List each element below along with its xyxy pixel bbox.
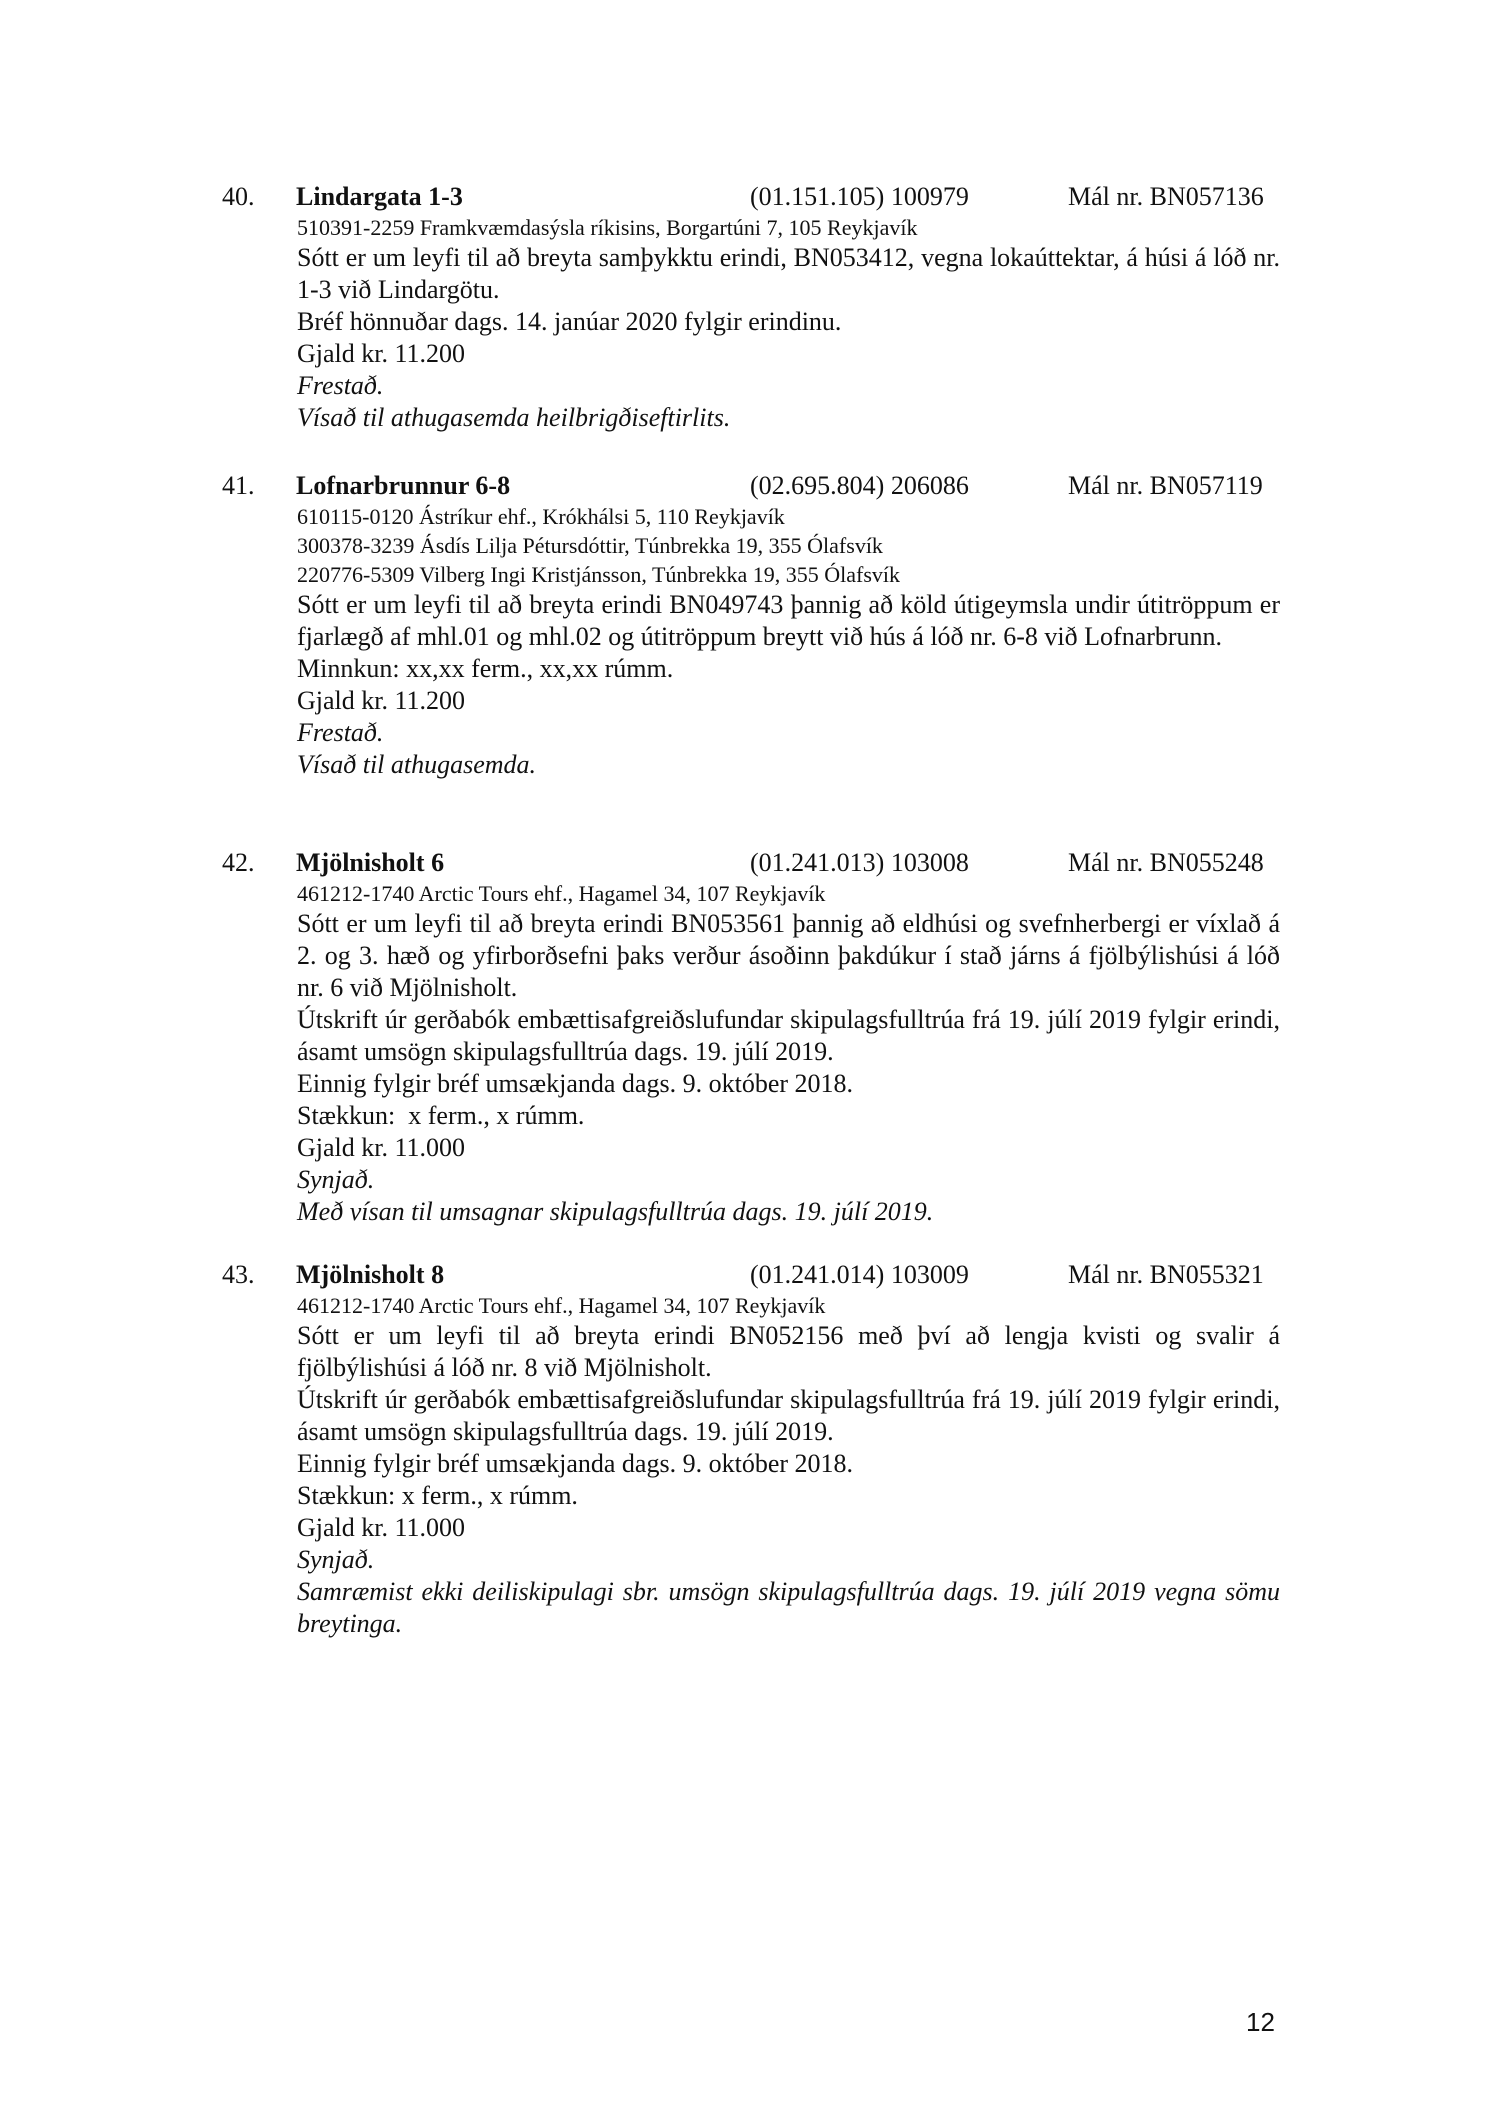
case-title: Lofnarbrunnur 6-8 [296,471,511,500]
case-description: Sótt er um leyfi til að breyta erindi BN053561 þannig að eldhúsi og svefnherbergi er víxlað á 2. og 3. hæð og yfirborðsefni þaks verður ásoðinn þakdúkur í stað járns á fjölbýlishúsi á lóð nr. 6 við Mjölnisholt. [297,909,1280,1002]
case-41 [222,469,1280,781]
case-attachment-note: Útskrift úr gerðabók embættisafgreiðslufundar skipulagsfulltrúa frá 19. júlí 2019 fylgir erindi, ásamt umsögn skipulagsfulltrúa dags. 19. júlí 2019. [297,1385,1280,1446]
case-description: Sótt er um leyfi til að breyta samþykktu erindi, BN053412, vegna lokaúttektar, á húsi á lóð nr. 1-3 við Lindargötu. [297,243,1280,304]
case-decision-note: Samræmist ekki deiliskipulagi sbr. umsögn skipulagsfulltrúa dags. 19. júlí 2019 vegna sömu breytinga. [297,1577,1280,1638]
applicant-line: 300378-3239 Ásdís Lilja Pétursdóttir, Túnbrekka 19, 355 Ólafsvík [297,533,883,558]
case-decision: Synjað. [297,1545,375,1574]
case-decision: Frestað. [297,371,384,400]
case-fee: Gjald kr. 11.200 [297,686,466,715]
case-body [297,1291,1280,1640]
case-header [222,846,1280,879]
page-number: 12 [1246,2007,1275,2037]
applicant-line: 220776-5309 Vilberg Ingi Kristjánsson, Túnbrekka 19, 355 Ólafsvík [297,562,901,587]
case-file-number: Mál nr. BN057136 [1068,182,1264,211]
case-number: 43. [222,1260,255,1289]
case-property-ref: (02.695.804) 206086 [750,471,969,500]
case-decision-note: Vísað til athugasemda. [297,750,537,779]
applicant-line: 461212-1740 Arctic Tours ehf., Hagamel 34, 107 Reykjavík [297,1293,826,1318]
case-file-number: Mál nr. BN055321 [1068,1260,1264,1289]
applicant-line: 610115-0120 Ástríkur ehf., Krókhálsi 5, 110 Reykjavík [297,504,785,529]
case-title: Lindargata 1-3 [296,182,463,211]
case-fee: Gjald kr. 11.000 [297,1513,466,1542]
case-body [297,213,1280,434]
case-decision-note: Vísað til athugasemda heilbrigðiseftirlits. [297,403,731,432]
case-detail: Einnig fylgir bréf umsækjanda dags. 9. október 2018. [297,1069,854,1098]
case-number: 41. [222,471,255,500]
case-body [297,879,1280,1228]
case-detail: Stækkun: x ferm., x rúmm. [297,1101,585,1130]
case-decision-note: Með vísan til umsagnar skipulagsfulltrúa dags. 19. júlí 2019. [297,1197,934,1226]
case-property-ref: (01.151.105) 100979 [750,182,969,211]
case-detail: Bréf hönnuðar dags. 14. janúar 2020 fylgir erindinu. [297,307,842,336]
case-detail: Minnkun: xx,xx ferm., xx,xx rúmm. [297,654,674,683]
case-attachment-note: Útskrift úr gerðabók embættisafgreiðslufundar skipulagsfulltrúa frá 19. júlí 2019 fylgir erindi, ásamt umsögn skipulagsfulltrúa dags. 19. júlí 2019. [297,1005,1280,1066]
case-file-number: Mál nr. BN055248 [1068,848,1264,877]
case-number: 42. [222,848,255,877]
case-42 [222,846,1280,1228]
case-description: Sótt er um leyfi til að breyta erindi BN049743 þannig að köld útigeymsla undir útitröppum er fjarlægð af mhl.01 og mhl.02 og útitröppum breytt við hús á lóð nr. 6-8 við Lofnarbrunn. [297,590,1280,651]
case-title: Mjölnisholt 6 [296,848,445,877]
case-detail: Einnig fylgir bréf umsækjanda dags. 9. október 2018. [297,1449,854,1478]
applicant-line: 510391-2259 Framkvæmdasýsla ríkisins, Borgartúni 7, 105 Reykjavík [297,215,918,240]
applicant-line: 461212-1740 Arctic Tours ehf., Hagamel 34, 107 Reykjavík [297,881,826,906]
case-property-ref: (01.241.014) 103009 [750,1260,969,1289]
case-property-ref: (01.241.013) 103008 [750,848,969,877]
case-description: Sótt er um leyfi til að breyta erindi BN052156 með því að lengja kvisti og svalir á fjölbýlishúsi á lóð nr. 8 við Mjölnisholt. [297,1321,1280,1382]
case-decision: Synjað. [297,1165,375,1194]
case-body [297,502,1280,781]
case-header [222,1258,1280,1291]
case-header [222,469,1280,502]
case-header [222,180,1280,213]
case-number: 40. [222,182,255,211]
case-decision: Frestað. [297,718,384,747]
case-detail: Stækkun: x ferm., x rúmm. [297,1481,578,1510]
case-fee: Gjald kr. 11.200 [297,339,466,368]
case-fee: Gjald kr. 11.000 [297,1133,466,1162]
case-file-number: Mál nr. BN057119 [1068,471,1263,500]
case-43 [222,1258,1280,1640]
case-40 [222,180,1280,434]
case-title: Mjölnisholt 8 [296,1260,445,1289]
